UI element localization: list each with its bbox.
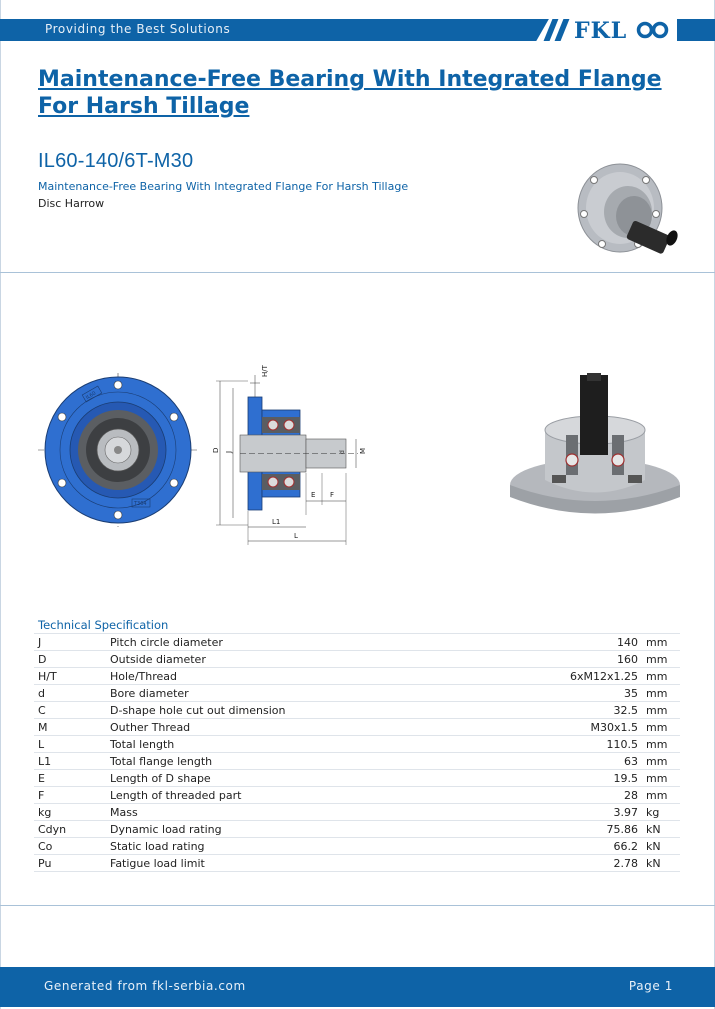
spec-value: 35 xyxy=(436,685,642,702)
spec-description: Total flange length xyxy=(106,753,436,770)
spec-value: 19.5 xyxy=(436,770,642,787)
logo-rings-icon xyxy=(635,21,671,39)
spec-value: 3.97 xyxy=(436,804,642,821)
spec-symbol: E xyxy=(34,770,106,787)
label-d-outer: D xyxy=(212,447,220,453)
spec-value: 2.78 xyxy=(436,855,642,872)
table-row xyxy=(34,651,680,668)
generated-link[interactable]: Generated from fkl-serbia.com xyxy=(44,979,246,993)
spec-unit: mm xyxy=(642,634,680,651)
spec-description: Mass xyxy=(106,804,436,821)
label-d-bore: d xyxy=(339,450,346,454)
spec-unit: mm xyxy=(642,685,680,702)
technical-drawing xyxy=(28,355,378,555)
spec-unit: mm xyxy=(642,736,680,753)
table-row xyxy=(34,634,680,651)
table-row xyxy=(34,821,680,838)
spec-symbol: J xyxy=(34,634,106,651)
flange-mark-top: IL60 xyxy=(84,390,98,401)
section-view xyxy=(212,364,367,545)
spec-value: 110.5 xyxy=(436,736,642,753)
spec-unit: mm xyxy=(642,702,680,719)
spec-value: 160 xyxy=(436,651,642,668)
spec-symbol: kg xyxy=(34,804,106,821)
spec-value: 66.2 xyxy=(436,838,642,855)
spec-symbol: H/T xyxy=(34,668,106,685)
table-row xyxy=(34,702,680,719)
spec-value: 63 xyxy=(436,753,642,770)
spec-value: M30x1.5 xyxy=(436,719,642,736)
table-row xyxy=(34,770,680,787)
divider xyxy=(0,272,715,273)
spec-symbol: M xyxy=(34,719,106,736)
footer-bar xyxy=(0,967,715,1007)
label-l: L xyxy=(294,532,298,540)
spec-value: 6xM12x1.25 xyxy=(436,668,642,685)
table-row xyxy=(34,736,680,753)
cutaway-render xyxy=(500,365,690,525)
spec-description: D-shape hole cut out dimension xyxy=(106,702,436,719)
spec-description: Outher Thread xyxy=(106,719,436,736)
spec-description: Length of threaded part xyxy=(106,787,436,804)
logo-text: FKL xyxy=(574,18,628,44)
label-e: E xyxy=(311,491,316,499)
label-l1: L1 xyxy=(272,518,281,526)
spec-description: Pitch circle diameter xyxy=(106,634,436,651)
page-number: Page 1 xyxy=(628,979,673,993)
product-subtitle: Maintenance-Free Bearing With Integrated Flange For Harsh Tillage xyxy=(38,180,409,193)
spec-unit: mm xyxy=(642,753,680,770)
table-row xyxy=(34,787,680,804)
divider xyxy=(0,905,715,906)
front-view xyxy=(38,373,198,527)
table-row xyxy=(34,753,680,770)
table-row xyxy=(34,668,680,685)
spec-description: Dynamic load rating xyxy=(106,821,436,838)
page-title: Maintenance-Free Bearing With Integrated Flange For Harsh Tillage xyxy=(38,67,662,119)
label-ht: H/T xyxy=(261,365,269,377)
spec-description: Hole/Thread xyxy=(106,668,436,685)
fkl-logo[interactable] xyxy=(534,15,715,45)
spec-unit: mm xyxy=(642,719,680,736)
spec-unit: mm xyxy=(642,668,680,685)
spec-symbol: Co xyxy=(34,838,106,855)
spec-symbol: C xyxy=(34,702,106,719)
spec-table xyxy=(34,633,680,872)
spec-symbol: D xyxy=(34,651,106,668)
flange-mark-bottom: T364 xyxy=(134,501,147,507)
spec-value: 140 xyxy=(436,634,642,651)
spec-symbol: d xyxy=(34,685,106,702)
spec-unit: kg xyxy=(642,804,680,821)
table-row xyxy=(34,804,680,821)
spec-unit: mm xyxy=(642,787,680,804)
spec-description: Bore diameter xyxy=(106,685,436,702)
spec-symbol: L1 xyxy=(34,753,106,770)
product-application: Disc Harrow xyxy=(38,197,105,210)
label-f: F xyxy=(330,491,335,499)
spec-description: Static load rating xyxy=(106,838,436,855)
table-row xyxy=(34,719,680,736)
table-row xyxy=(34,855,680,872)
product-thumbnail xyxy=(572,150,684,262)
spec-description: Length of D shape xyxy=(106,770,436,787)
label-j: J xyxy=(225,450,233,453)
tagline: Providing the Best Solutions xyxy=(45,22,231,36)
spec-title: Technical Specification xyxy=(38,618,169,632)
spec-symbol: L xyxy=(34,736,106,753)
spec-symbol: F xyxy=(34,787,106,804)
spec-value: 75.86 xyxy=(436,821,642,838)
spec-unit: kN xyxy=(642,838,680,855)
spec-symbol: Pu xyxy=(34,855,106,872)
spec-unit: mm xyxy=(642,651,680,668)
spec-value: 32.5 xyxy=(436,702,642,719)
table-row xyxy=(34,838,680,855)
spec-value: 28 xyxy=(436,787,642,804)
spec-unit: kN xyxy=(642,821,680,838)
logo-end-block xyxy=(680,19,715,41)
spec-description: Fatigue load limit xyxy=(106,855,436,872)
spec-description: Outside diameter xyxy=(106,651,436,668)
product-model: IL60-140/6T-M30 xyxy=(38,150,194,172)
spec-unit: kN xyxy=(642,855,680,872)
table-row xyxy=(34,685,680,702)
label-m: M xyxy=(359,447,367,454)
spec-symbol: Cdyn xyxy=(34,821,106,838)
spec-unit: mm xyxy=(642,770,680,787)
spec-description: Total length xyxy=(106,736,436,753)
